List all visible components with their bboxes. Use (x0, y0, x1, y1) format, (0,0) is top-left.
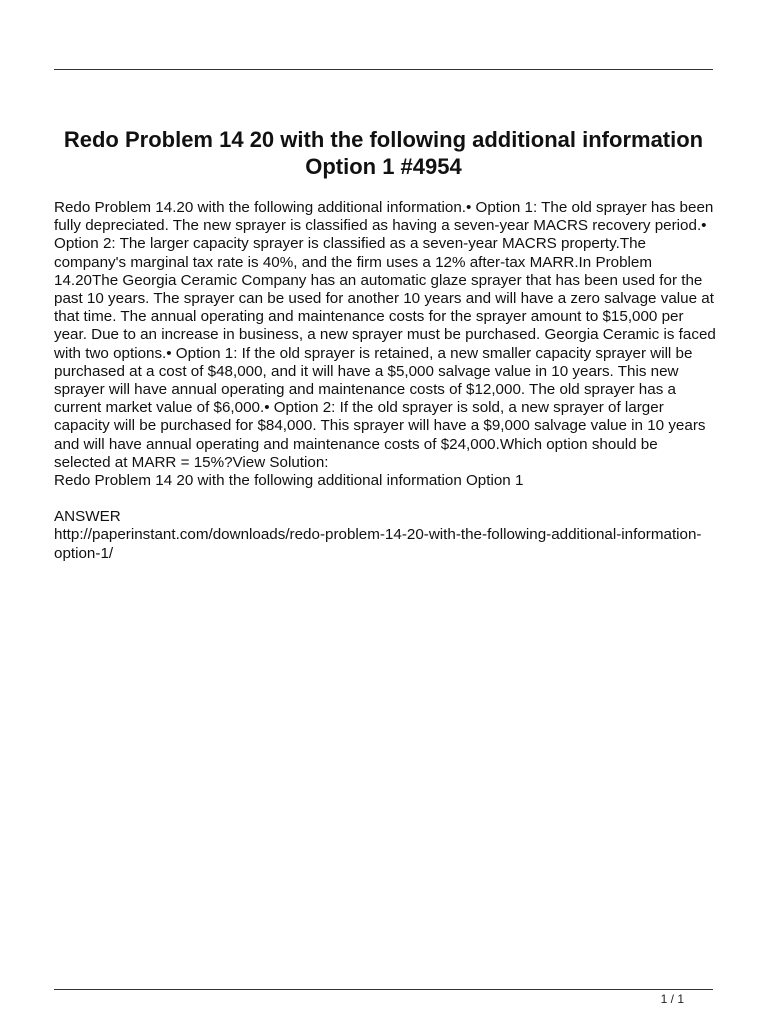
answer-link[interactable]: http://paperinstant.com/downloads/redo-problem-14-20-with-the-following-additional-information-option-1/ (54, 526, 702, 562)
subtitle-line: Redo Problem 14 20 with the following additional information Option 1 (54, 472, 524, 490)
body-paragraph: Redo Problem 14.20 with the following additional information.• Option 1: The old sprayer has been fully depreciated. The new sprayer is classified as having a seven-year MACRS recovery period.• Option 2: The larger capacity sprayer is classified as a seven-year MACRS property.The company's marginal tax rate is 40%, and the firm uses a 12% after-tax MARR.In Problem 14.20The Georgia Ceramic Company has an automatic glaze sprayer that has been used for the past 10 years. The sprayer can be used for another 10 years and will have a zero salvage value at that time. The annual operating and maintenance costs for the sprayer amount to $15,000 per year. Due to an increase in business, a new sprayer must be purchased. Georgia Ceramic is faced with two options.• Option 1: If the old sprayer is retained, a new smaller capacity sprayer will be purchased at a cost of $48,000, and it will have a $5,000 salvage value in 10 years. This new sprayer will have annual operating and maintenance costs of $12,000. The old sprayer has a current market value of $6,000.• Option 2: If the old sprayer is sold, a new sprayer of larger capacity will be purchased for $84,000. This sprayer will have a $9,000 salvage value in 10 years and will have annual operating and maintenance costs of $24,000.Which option should be selected at MARR = 15%?View Solution: (54, 199, 716, 471)
bottom-rule (54, 989, 713, 990)
document-title: Redo Problem 14 20 with the following additional information Option 1 #4954 (63, 127, 704, 179)
paragraph-spacer (54, 490, 718, 508)
page-number: 1 / 1 (660, 992, 684, 1006)
answer-label: ANSWER (54, 508, 121, 526)
top-rule (54, 69, 713, 70)
document-body (54, 199, 718, 563)
